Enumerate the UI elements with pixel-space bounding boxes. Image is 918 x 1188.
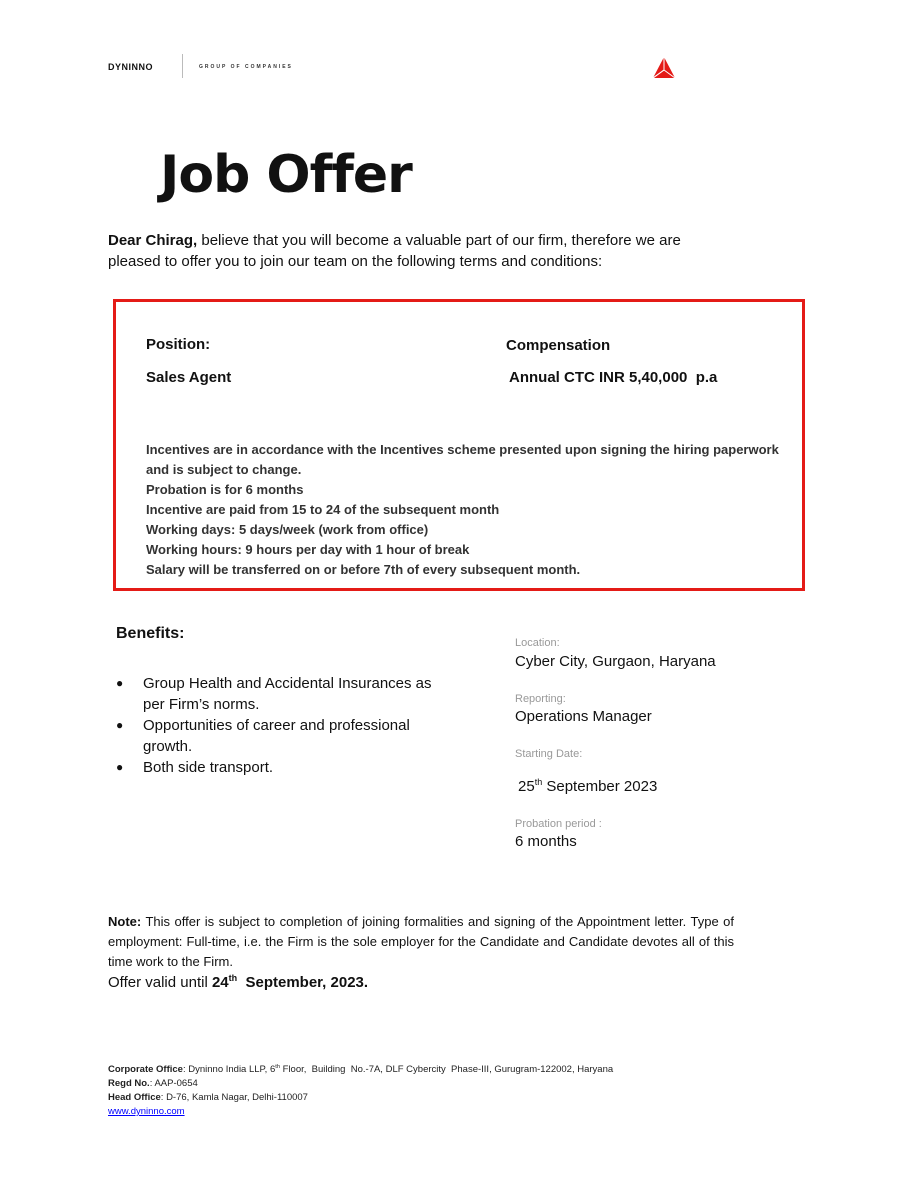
term-item: Salary will be transferred on or before 7th of every subsequent month. [146, 562, 581, 577]
regd-value: : AAP-0654 [149, 1078, 198, 1090]
head-office [108, 1091, 613, 1105]
note-text: This offer is subject to completion of joining formalities and signing of the Appointment letter. Type of employment: Full-time, i.e. the Firm is the sole employer for the Candidate and Candidate devotes all of this time work to the Firm. [108, 914, 734, 969]
benefit-item: ● Both side transport. [116, 757, 446, 778]
compensation-label: Compensation [506, 337, 611, 354]
valid-prefix: Offer valid until [108, 974, 212, 991]
corporate-office [108, 1060, 613, 1077]
brand-triangle-icon [652, 56, 676, 80]
page-title: Job Offer [160, 145, 412, 205]
location-label: Location: [515, 637, 560, 649]
valid-day: 24 [211, 974, 229, 991]
start-sup: th [534, 777, 543, 787]
benefit-item: ● Opportunities of career and professional growth. [116, 715, 446, 757]
start-date-value [518, 777, 657, 795]
regd-no [108, 1077, 613, 1091]
position-value: Sales Agent [146, 369, 232, 386]
corp-b: Floor, Building No.-7A, DLF Cybercity Phase-III, Gurugram-122002, Haryana [279, 1064, 614, 1076]
company-tagline: GROUP OF COMPANIES [199, 64, 293, 70]
term-item: Probation is for 6 months [146, 482, 304, 497]
company-logo: DYNINNO [108, 62, 154, 72]
start-date-label: Starting Date: [515, 748, 583, 760]
reporting-label: Reporting: [515, 693, 566, 705]
start-rest: September 2023 [542, 778, 658, 795]
probation-label: Probation period : [515, 818, 602, 830]
note-paragraph [108, 912, 734, 972]
head-label: Head Office [108, 1092, 161, 1104]
position-label: Position: [146, 336, 211, 353]
start-day: 25 [518, 778, 535, 795]
terms-list [146, 440, 786, 580]
corp-sup: th [275, 1064, 280, 1070]
term-item: Incentives are in accordance with the Incentives scheme presented upon signing the hiring paperwork and is subject to change. [146, 442, 779, 477]
valid-sup: th [228, 973, 238, 983]
intro-paragraph [108, 230, 728, 272]
greeting: Dear Chirag, [108, 232, 198, 249]
benefit-item: ● Group Health and Accidental Insurances as per Firm’s norms. [116, 673, 446, 715]
regd-label: Regd No. [108, 1078, 150, 1090]
corp-label: Corporate Office [108, 1064, 183, 1076]
reporting-value: Operations Manager [515, 708, 652, 725]
term-item: Working hours: 9 hours per day with 1 hour of break [146, 542, 470, 557]
footer [108, 1060, 613, 1119]
valid-rest: September, 2023. [237, 974, 369, 991]
term-item: Working days: 5 days/week (work from office) [146, 522, 429, 537]
compensation-value: Annual CTC INR 5,40,000 p.a [509, 369, 718, 386]
head-value: : D-76, Kamla Nagar, Delhi-110007 [160, 1092, 308, 1104]
probation-value: 6 months [515, 833, 577, 850]
term-item: Incentive are paid from 15 to 24 of the subsequent month [146, 502, 500, 517]
header-divider [182, 54, 183, 78]
location-value: Cyber City, Gurgaon, Haryana [515, 653, 716, 670]
benefits-heading: Benefits: [116, 625, 185, 642]
intro-text: believe that you will become a valuable part of our firm, therefore we are pleased to offer you to join our team on the following terms and conditions: [108, 232, 681, 270]
note-label: Note: [108, 914, 142, 929]
corp-a: : Dyninno India LLP, 6 [182, 1064, 276, 1076]
benefits-list [116, 673, 446, 778]
website-link[interactable]: www.dyninno.com [108, 1106, 185, 1118]
offer-validity [108, 973, 368, 991]
